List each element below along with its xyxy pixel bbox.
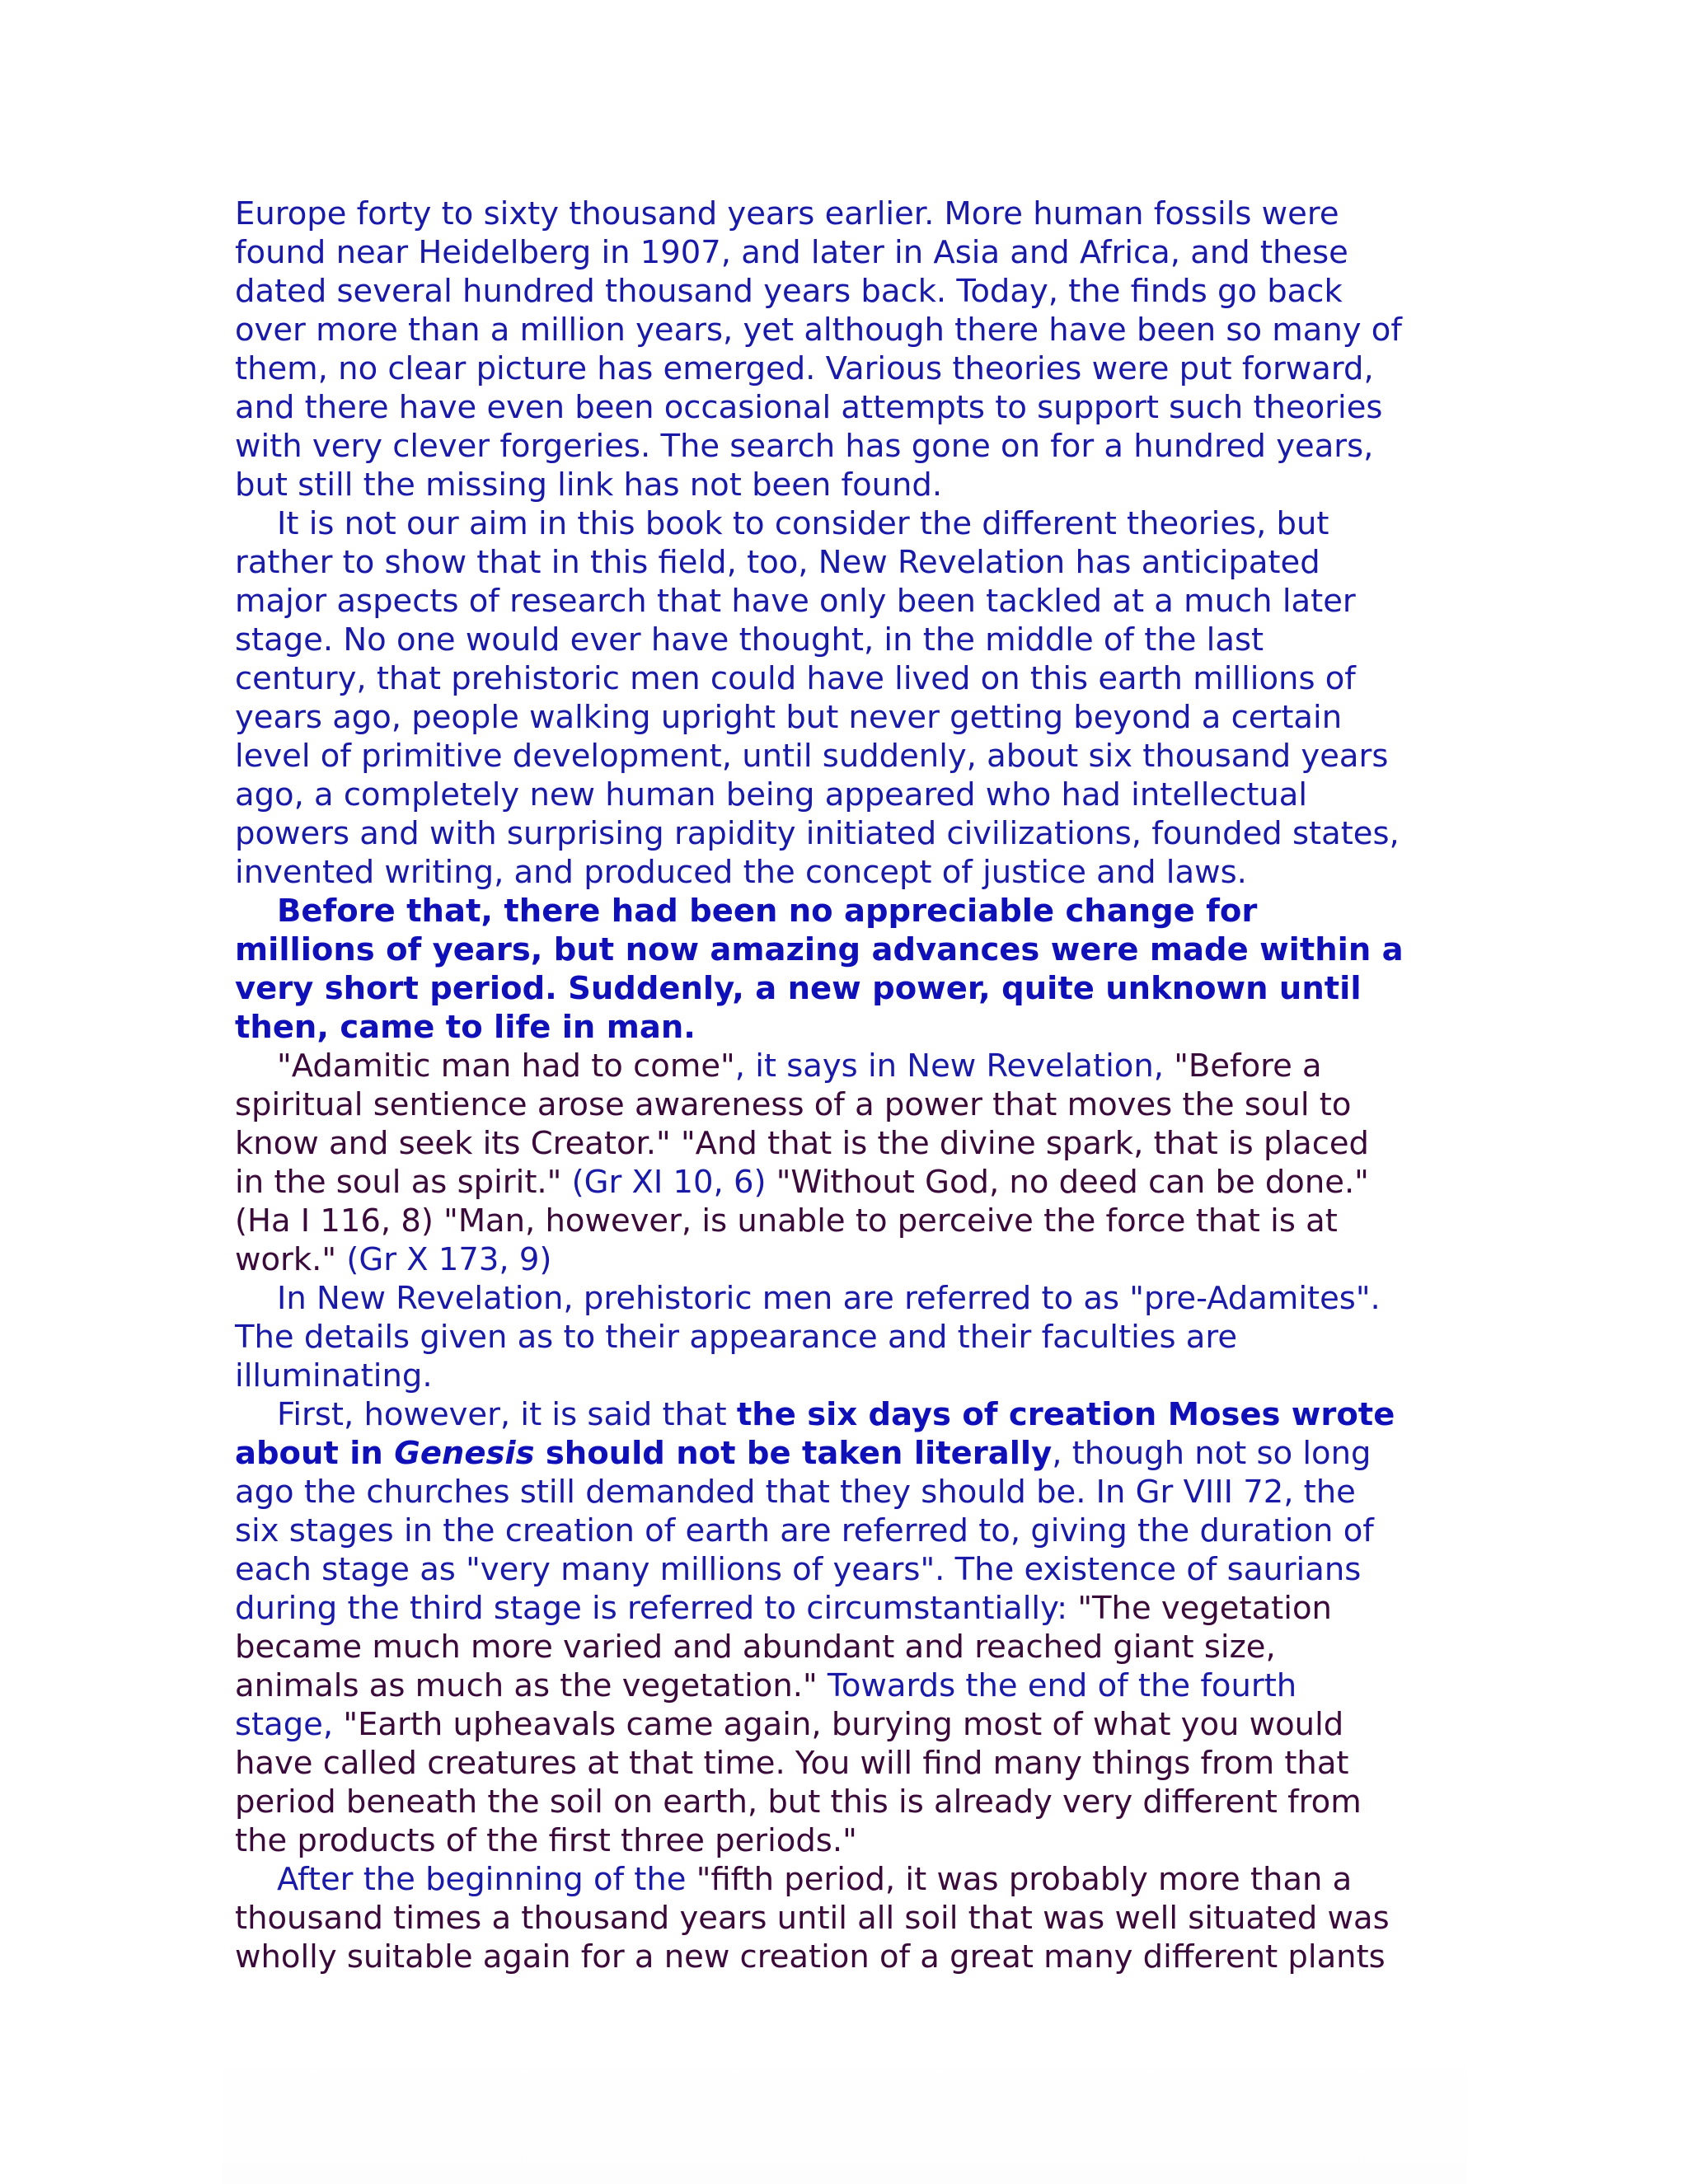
text-line: level of primitive development, until suddenly, about six thousand years xyxy=(235,738,1389,775)
paragraph-book-aim xyxy=(235,504,1471,892)
paragraph-pre-adamites xyxy=(235,1279,1471,1395)
text-line: major aspects of research that have only been tackled at a much later xyxy=(235,583,1356,620)
text-line: powers and with surprising rapidity initiated civilizations, founded states, xyxy=(235,815,1400,852)
text-line: about in Genesis should not be taken literally, though not so long xyxy=(235,1435,1372,1472)
text-line: In New Revelation, prehistoric men are referred to as "pre-Adamites". xyxy=(277,1280,1381,1317)
text-line: but still the missing link has not been found. xyxy=(235,466,943,504)
text-line: thousand times a thousand years until all soil that was well situated was xyxy=(235,1900,1390,1937)
paragraph-fifth-period xyxy=(235,1860,1471,1976)
text-line: First, however, it is said that the six days of creation Moses wrote xyxy=(277,1396,1395,1433)
text-line: millions of years, but now amazing advances were made within a xyxy=(235,931,1404,968)
text-line: the products of the first three periods." xyxy=(235,1822,857,1859)
text-line: stage, "Earth upheavals came again, burying most of what you would xyxy=(235,1706,1344,1743)
text-line: rather to show that in this field, too, New Revelation has anticipated xyxy=(235,544,1320,581)
page-bottom-margin xyxy=(223,2044,1467,2184)
text-line: found near Heidelberg in 1907, and later in Asia and Africa, and these xyxy=(235,234,1348,271)
text-line: stage. No one would ever have thought, in the middle of the last xyxy=(235,621,1264,658)
text-line: After the beginning of the "fifth period, it was probably more than a xyxy=(277,1861,1353,1898)
text-line: "Adamitic man had to come", it says in New Revelation, "Before a xyxy=(277,1047,1322,1085)
text-line: each stage as "very many millions of years". The existence of saurians xyxy=(235,1551,1362,1588)
text-line: Before that, there had been no appreciable change for xyxy=(277,893,1258,930)
citation: (Gr X 173, 9) xyxy=(346,1241,552,1278)
text-line: century, that prehistoric men could have lived on this earth millions of xyxy=(235,660,1356,697)
text-line: Europe forty to sixty thousand years earlier. More human fossils were xyxy=(235,195,1339,232)
text-line: It is not our aim in this book to consider the different theories, but xyxy=(277,505,1329,542)
text-line: with very clever forgeries. The search has gone on for a hundred years, xyxy=(235,428,1374,465)
document-page xyxy=(235,194,1471,1976)
text-line: know and seek its Creator." "And that is the divine spark, that is placed xyxy=(235,1125,1369,1162)
citation: (Gr XI 10, 6) xyxy=(571,1164,767,1201)
paragraph-emphasis-bold xyxy=(235,892,1471,1047)
text-line: over more than a million years, yet although there have been so many of xyxy=(235,312,1402,349)
text-line: then, came to life in man. xyxy=(235,1009,696,1046)
text-line: ago, a completely new human being appeared who had intellectual xyxy=(235,776,1308,813)
text-line: invented writing, and produced the concept of justice and laws. xyxy=(235,854,1247,891)
text-line: dated several hundred thousand years back. Today, the finds go back xyxy=(235,273,1343,310)
paragraph-six-days xyxy=(235,1395,1471,1860)
text-line: have called creatures at that time. You will find many things from that xyxy=(235,1745,1349,1782)
text-line: spiritual sentience arose awareness of a power that moves the soul to xyxy=(235,1086,1352,1123)
text-line: work." (Gr X 173, 9) xyxy=(235,1241,552,1278)
text-line: in the soul as spirit." (Gr XI 10, 6) "Without God, no deed can be done." xyxy=(235,1164,1369,1201)
text-line: The details given as to their appearance and their faculties are xyxy=(235,1319,1238,1356)
text-line: during the third stage is referred to circumstantially: "The vegetation xyxy=(235,1590,1332,1627)
paragraph-adamitic-man xyxy=(235,1047,1471,1279)
text-line: and there have even been occasional attempts to support such theories xyxy=(235,389,1383,426)
text-line: ago the churches still demanded that they should be. In Gr VIII 72, the xyxy=(235,1474,1356,1511)
text-line: years ago, people walking upright but never getting beyond a certain xyxy=(235,699,1343,736)
text-line: animals as much as the vegetation." Towards the end of the fourth xyxy=(235,1667,1297,1704)
text-line: period beneath the soil on earth, but this is already very different from xyxy=(235,1783,1362,1821)
text-line: six stages in the creation of earth are referred to, giving the duration of xyxy=(235,1512,1374,1549)
text-line: illuminating. xyxy=(235,1357,433,1394)
text-line: very short period. Suddenly, a new power, quite unknown until xyxy=(235,970,1362,1007)
text-line: (Ha I 116, 8) "Man, however, is unable to perceive the force that is at xyxy=(235,1202,1338,1240)
text-line: became much more varied and abundant and reached giant size, xyxy=(235,1629,1276,1666)
text-line: them, no clear picture has emerged. Various theories were put forward, xyxy=(235,350,1374,387)
text-line: wholly suitable again for a new creation of a great many different plants xyxy=(235,1938,1386,1975)
paragraph-fossil-finds xyxy=(235,194,1471,504)
